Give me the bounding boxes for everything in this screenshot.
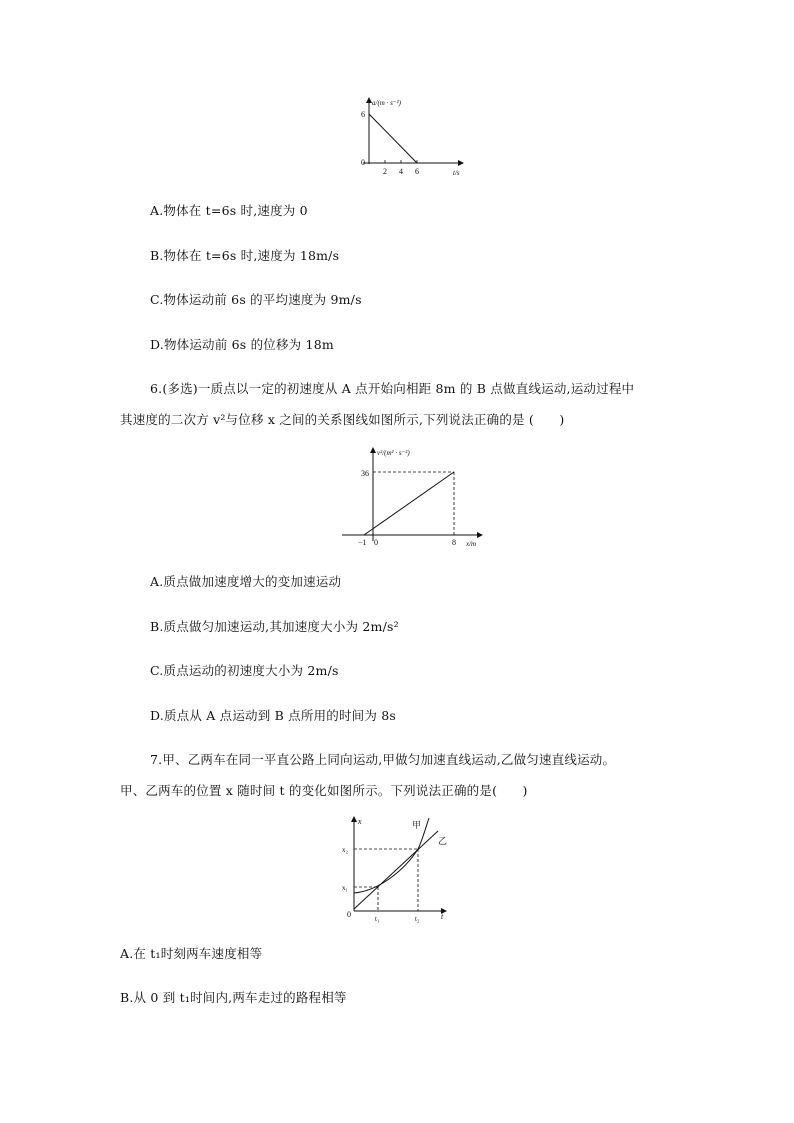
q7-option-b: B.从 0 到 t₁时间内,两车走过的路程相等 — [120, 990, 347, 1005]
q5-option-c: C.物体运动前 6s 的平均速度为 9m/s — [150, 292, 362, 307]
acceleration-time-graph — [355, 94, 475, 180]
a-t-line — [369, 114, 417, 163]
yi-line — [354, 831, 438, 909]
q6-option-b: B.质点做匀加速运动,其加速度大小为 2m/s² — [150, 619, 399, 634]
x1-label: x₁ — [342, 884, 348, 892]
q7-stem-line1: 7.甲、乙两车在同一平直公路上同向运动,甲做匀加速直线运动,乙做匀速直线运动。 — [150, 752, 616, 767]
origin-label: 0 — [361, 158, 365, 167]
q6-stem-line1: 6.(多选)一质点以一定的初速度从 A 点开始向相距 8m 的 B 点做直线运动,运动过程中 — [150, 381, 635, 396]
position-time-graph — [338, 813, 456, 925]
x-tick-label: 2 — [383, 167, 387, 176]
t1-label: t₁ — [375, 915, 380, 923]
x2-label: x₂ — [342, 846, 348, 854]
x-tick-label: 6 — [415, 167, 419, 176]
velocity-squared-displacement-graph — [338, 443, 490, 551]
y-axis-label: a/(m · s⁻²) — [372, 99, 401, 107]
x-axis-label: t — [441, 912, 444, 921]
y-tick-36-label: 36 — [361, 469, 369, 478]
y-axis-label: x — [358, 817, 362, 826]
jia-label: 甲 — [412, 820, 422, 830]
x-neg-1-label: −1 — [358, 538, 367, 547]
q7-stem-line2: 甲、乙两车的位置 x 随时间 t 的变化如图所示。下列说法正确的是( ) — [120, 783, 528, 798]
q5-option-b: B.物体在 t=6s 时,速度为 18m/s — [150, 248, 340, 263]
yi-label: 乙 — [438, 836, 448, 846]
x-tick-label: 4 — [399, 167, 403, 176]
q7-option-a: A.在 t₁时刻两车速度相等 — [120, 946, 263, 961]
v2-x-line — [364, 472, 454, 535]
q6-option-d: D.质点从 A 点运动到 B 点所用的时间为 8s — [150, 708, 396, 723]
q6-option-c: C.质点运动的初速度大小为 2m/s — [150, 663, 339, 678]
q6-option-a: A.质点做加速度增大的变加速运动 — [150, 574, 342, 589]
x-axis-label: x/m — [466, 540, 477, 548]
y-axis-label: v²/(m² · s⁻²) — [377, 449, 410, 457]
q6-stem-line2: 其速度的二次方 v²与位移 x 之间的关系图线如图所示,下列说法正确的是 ( ) — [120, 412, 565, 427]
q5-option-a: A.物体在 t=6s 时,速度为 0 — [150, 203, 308, 218]
y-tick-6-label: 6 — [361, 110, 365, 119]
q5-option-d: D.物体运动前 6s 的位移为 18m — [150, 337, 334, 352]
origin-label: 0 — [347, 910, 351, 919]
origin-label: 0 — [374, 538, 378, 547]
x-tick-8-label: 8 — [452, 538, 456, 547]
x-axis-label: t/s — [453, 169, 460, 177]
t2-label: t₂ — [415, 915, 420, 923]
